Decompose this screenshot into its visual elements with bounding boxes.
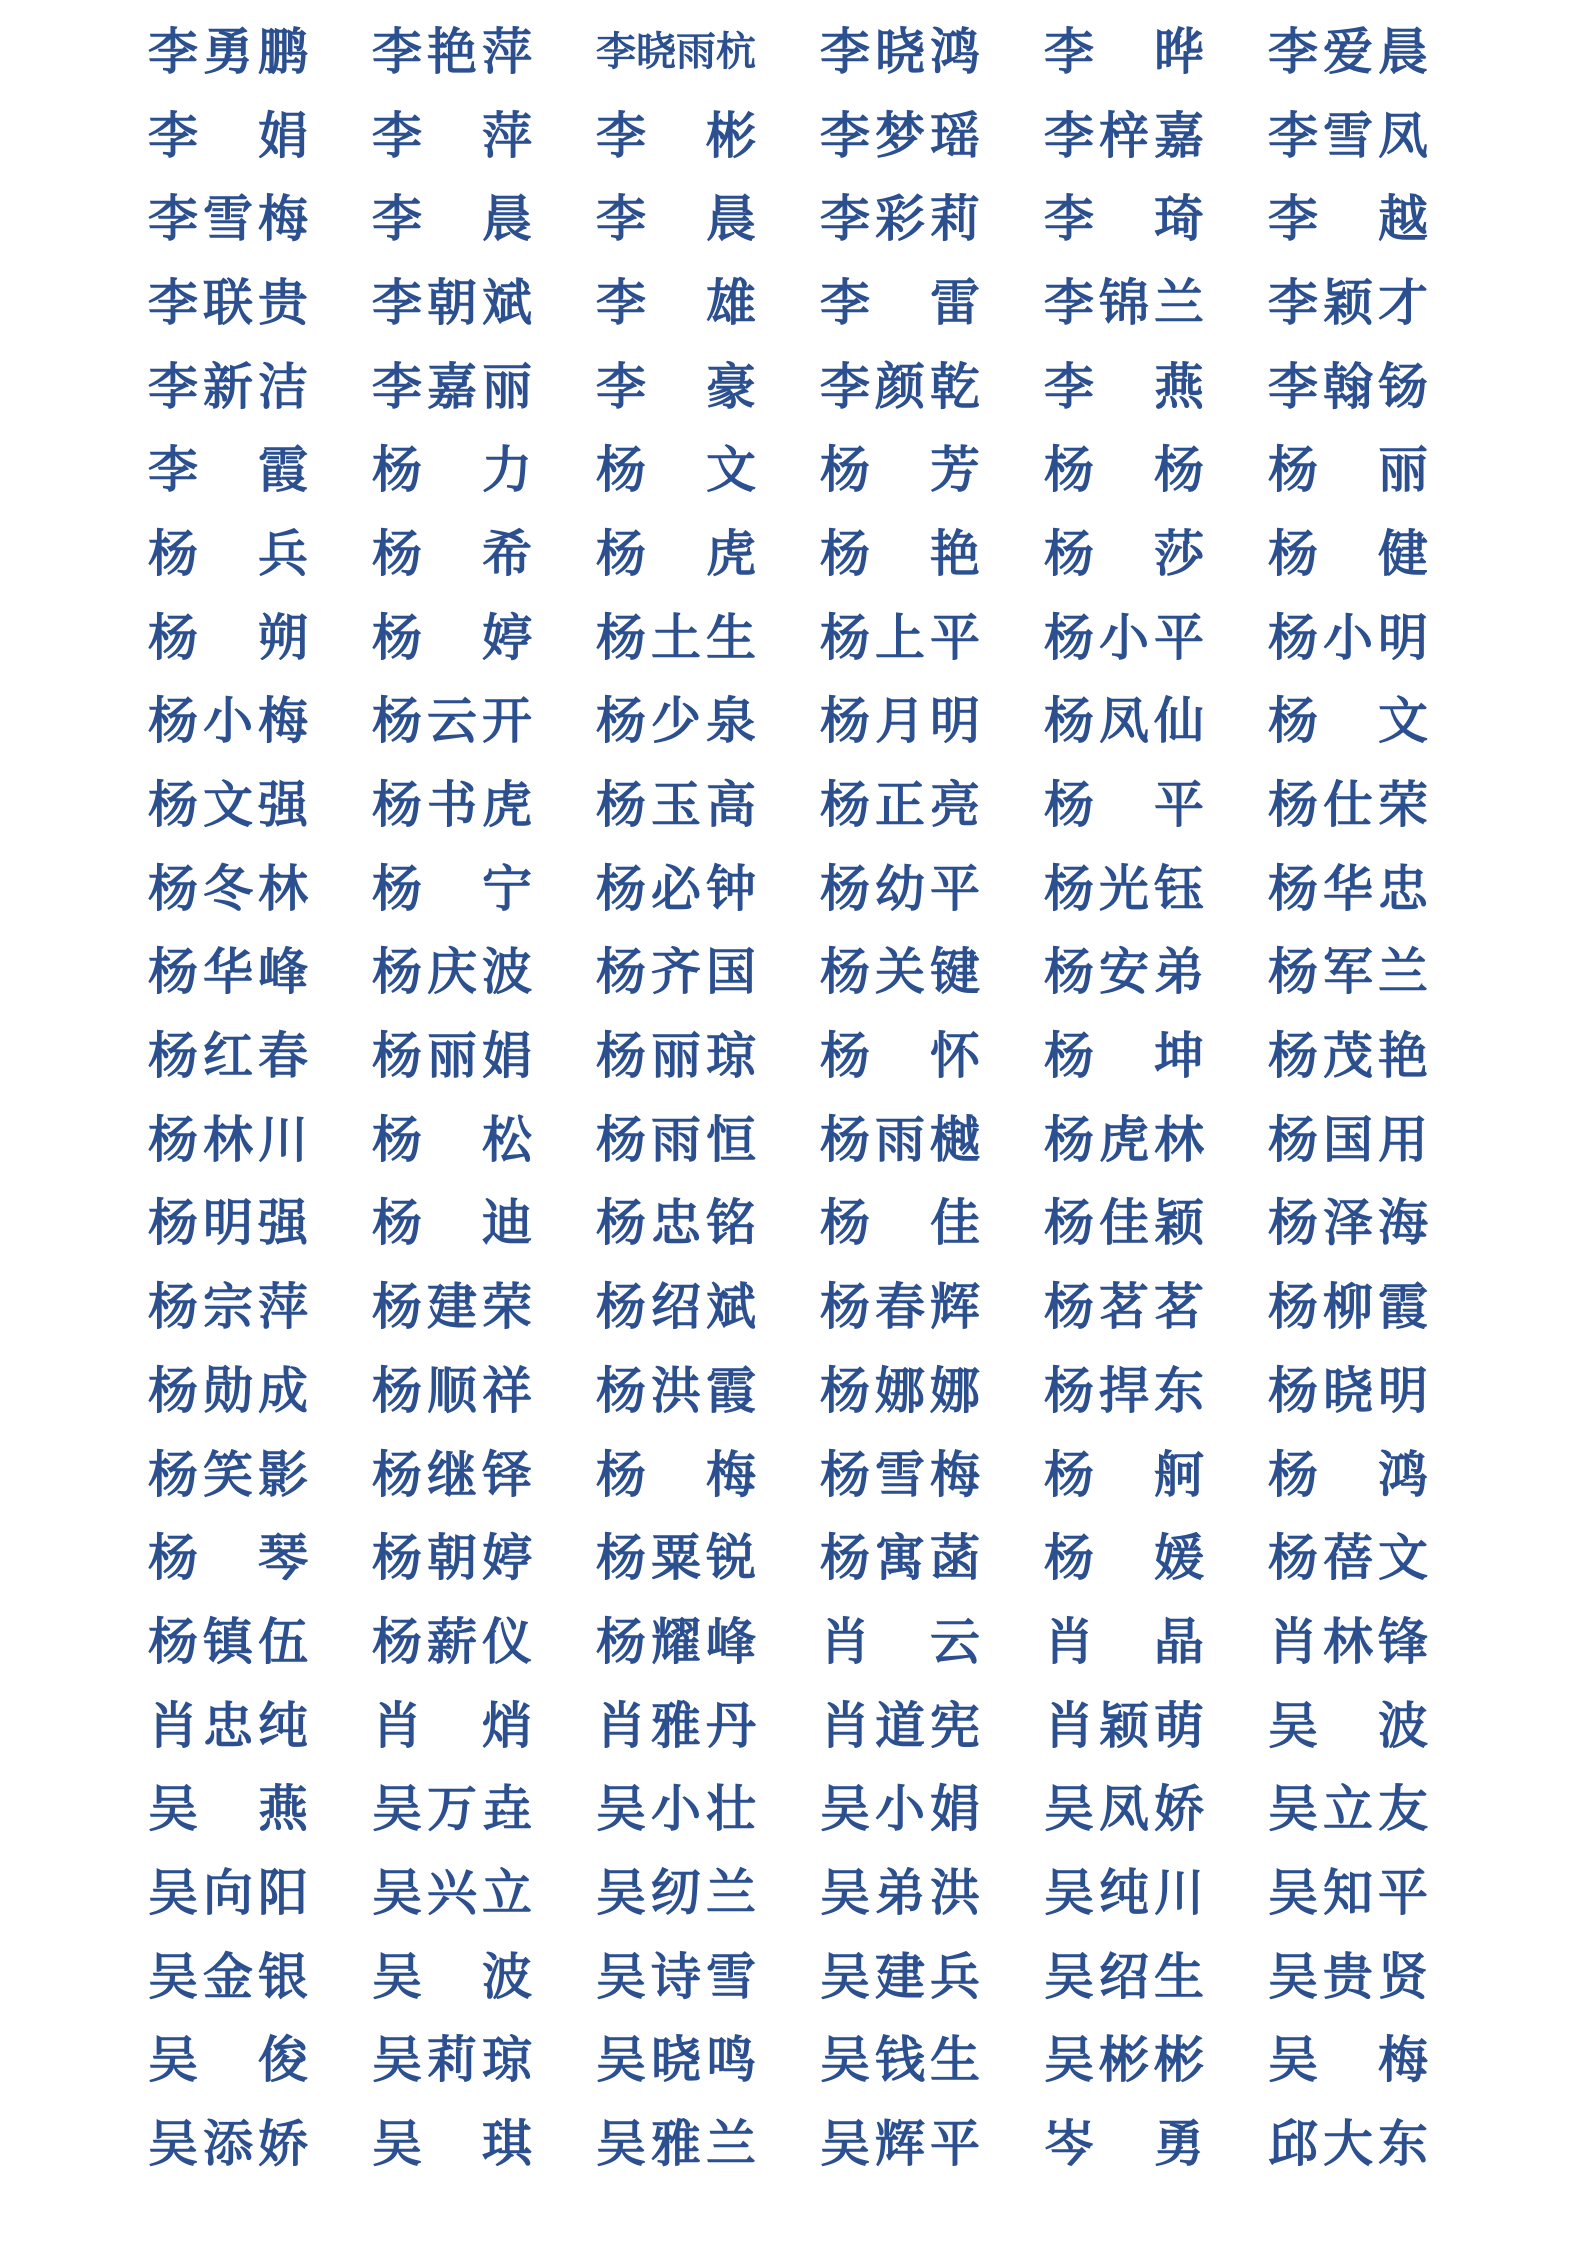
name-cell: 邱 大 东: [1268, 2114, 1428, 2174]
name-cell: 吴 绍 生: [1044, 1946, 1204, 2006]
name-cell: 杨 蓓 文: [1268, 1528, 1428, 1588]
name-cell: 肖 林 锋: [1268, 1611, 1428, 1671]
name-cell: 杨 宁: [372, 858, 532, 918]
name-cell: 杨 关 键: [820, 942, 980, 1002]
name-cell: 杨 怀: [820, 1026, 980, 1086]
name-cell: 吴 波: [372, 1946, 532, 2006]
name-list-grid: [148, 10, 1428, 2186]
name-cell: 杨 安 弟: [1044, 942, 1204, 1002]
name-cell: 杨 杨: [1044, 440, 1204, 500]
name-cell: 杨 文 强: [148, 775, 308, 835]
name-cell: 吴 彬 彬: [1044, 2030, 1204, 2090]
name-cell: 杨 雪 梅: [820, 1444, 980, 1504]
name-cell: 杨 顺 祥: [372, 1360, 532, 1420]
name-cell: 杨 庆 波: [372, 942, 532, 1002]
name-cell: 吴 晓 鸣: [596, 2030, 756, 2090]
name-cell: 李 雷: [820, 272, 980, 332]
name-cell: 杨 军 兰: [1268, 942, 1428, 1002]
name-cell: 杨 齐 国: [596, 942, 756, 1002]
name-cell: 李 颖 才: [1268, 272, 1428, 332]
name-cell: 李 琦: [1044, 189, 1204, 249]
name-cell: 李 朝 斌: [372, 272, 532, 332]
name-cell: 杨 佳: [820, 1193, 980, 1253]
name-cell: 杨 迪: [372, 1193, 532, 1253]
name-cell: 李 雪 凤: [1268, 105, 1428, 165]
name-cell: 杨 粟 锐: [596, 1528, 756, 1588]
name-cell: 吴 添 娇: [148, 2114, 308, 2174]
name-cell: 杨 华 峰: [148, 942, 308, 1002]
name-cell: 李 艳 萍: [372, 21, 532, 81]
name-cell: 杨 薪 仪: [372, 1611, 532, 1671]
name-cell: 吴 向 阳: [148, 1862, 308, 1922]
name-cell: 吴 辉 平: [820, 2114, 980, 2174]
name-cell: 杨 明 强: [148, 1193, 308, 1253]
name-cell: 杨 建 荣: [372, 1277, 532, 1337]
name-cell: 吴 建 兵: [820, 1946, 980, 2006]
name-cell: 李 越: [1268, 189, 1428, 249]
name-cell: 杨 雨 恒: [596, 1109, 756, 1169]
name-cell: 吴 立 友: [1268, 1779, 1428, 1839]
name-cell: 吴 钱 生: [820, 2030, 980, 2090]
name-cell: 杨 镇 伍: [148, 1611, 308, 1671]
name-cell: 李 梦 瑶: [820, 105, 980, 165]
name-cell: 杨 虎: [596, 523, 756, 583]
name-cell: 李 娟: [148, 105, 308, 165]
name-cell: 李 联 贵: [148, 272, 308, 332]
name-cell: 杨 小 梅: [148, 691, 308, 751]
name-cell: 吴 纫 兰: [596, 1862, 756, 1922]
name-cell: 杨 少 泉: [596, 691, 756, 751]
name-cell: 杨 土 生: [596, 607, 756, 667]
name-cell: 杨 凤 仙: [1044, 691, 1204, 751]
name-cell: 杨 兵: [148, 523, 308, 583]
name-cell: 杨 仕 荣: [1268, 775, 1428, 835]
name-cell: 杨 勋 成: [148, 1360, 308, 1420]
name-cell: 吴 雅 兰: [596, 2114, 756, 2174]
name-cell: 杨 文: [1268, 691, 1428, 751]
name-cell: 杨 佳 颖: [1044, 1193, 1204, 1253]
name-cell: 杨 丽 琼: [596, 1026, 756, 1086]
name-cell: 李 爱 晨: [1268, 21, 1428, 81]
name-cell: 杨 梅: [596, 1444, 756, 1504]
name-cell: 杨 春 辉: [820, 1277, 980, 1337]
name-cell: 杨 书 虎: [372, 775, 532, 835]
name-cell: 李 梓 嘉: [1044, 105, 1204, 165]
name-cell: 杨 文: [596, 440, 756, 500]
name-cell: 吴 波: [1268, 1695, 1428, 1755]
name-cell: 杨 柳 霞: [1268, 1277, 1428, 1337]
name-cell: 李 勇 鹏: [148, 21, 308, 81]
name-cell: 李 翰 钖: [1268, 356, 1428, 416]
name-cell: 肖 忠 纯: [148, 1695, 308, 1755]
name-cell: 杨 平: [1044, 775, 1204, 835]
name-cell: 李 晔: [1044, 21, 1204, 81]
name-cell: 杨 冬 林: [148, 858, 308, 918]
name-cell: 杨 继 铎: [372, 1444, 532, 1504]
name-cell: 杨 希: [372, 523, 532, 583]
name-cell: 杨 舸: [1044, 1444, 1204, 1504]
name-cell: 杨 茂 艳: [1268, 1026, 1428, 1086]
name-cell: 杨 莎: [1044, 523, 1204, 583]
name-cell: 杨 云 开: [372, 691, 532, 751]
name-cell: 杨 红 春: [148, 1026, 308, 1086]
name-cell: 吴 兴 立: [372, 1862, 532, 1922]
name-cell: 杨 晓 明: [1268, 1360, 1428, 1420]
name-cell: 李 雪 梅: [148, 189, 308, 249]
name-cell: 吴 知 平: [1268, 1862, 1428, 1922]
name-cell: 杨 茗 茗: [1044, 1277, 1204, 1337]
name-cell: 肖 焇: [372, 1695, 532, 1755]
name-cell: 李 晨: [372, 189, 532, 249]
name-cell: 杨 耀 峰: [596, 1611, 756, 1671]
name-cell: 李 嘉 丽: [372, 356, 532, 416]
name-cell: 肖 雅 丹: [596, 1695, 756, 1755]
name-cell: 吴 小 壮: [596, 1779, 756, 1839]
name-cell: 杨 艳: [820, 523, 980, 583]
name-cell: 肖 云: [820, 1611, 980, 1671]
name-cell: 杨 幼 平: [820, 858, 980, 918]
name-cell: 杨 国 用: [1268, 1109, 1428, 1169]
name-cell: 杨 琴: [148, 1528, 308, 1588]
name-cell: 杨 正 亮: [820, 775, 980, 835]
name-cell: 吴 梅: [1268, 2030, 1428, 2090]
name-cell: 吴 金 银: [148, 1946, 308, 2006]
name-cell: 杨 必 钟: [596, 858, 756, 918]
name-cell: 杨 朝 婷: [372, 1528, 532, 1588]
name-cell: 李 晓 鸿: [820, 21, 980, 81]
name-cell: 岑 勇: [1044, 2114, 1204, 2174]
name-cell: 李 晨: [596, 189, 756, 249]
name-cell: 吴 燕: [148, 1779, 308, 1839]
name-cell: 杨 力: [372, 440, 532, 500]
name-cell: 杨 小 平: [1044, 607, 1204, 667]
name-cell: 杨 绍 斌: [596, 1277, 756, 1337]
name-cell: 李 颜 乾: [820, 356, 980, 416]
name-cell: 杨 玉 高: [596, 775, 756, 835]
name-cell: 杨 娜 娜: [820, 1360, 980, 1420]
name-cell: 杨 月 明: [820, 691, 980, 751]
name-cell: 杨 林 川: [148, 1109, 308, 1169]
name-cell: 李 锦 兰: [1044, 272, 1204, 332]
name-cell: 吴 莉 琼: [372, 2030, 532, 2090]
name-cell: 杨 捍 东: [1044, 1360, 1204, 1420]
name-cell: 李 晓 雨 杭: [596, 27, 756, 75]
name-cell: 杨 泽 海: [1268, 1193, 1428, 1253]
name-cell: 杨 松: [372, 1109, 532, 1169]
name-cell: 杨 丽 娟: [372, 1026, 532, 1086]
name-cell: 肖 道 宪: [820, 1695, 980, 1755]
name-cell: 杨 健: [1268, 523, 1428, 583]
name-cell: 吴 诗 雪: [596, 1946, 756, 2006]
name-cell: 肖 颖 萌: [1044, 1695, 1204, 1755]
name-cell: 杨 洪 霞: [596, 1360, 756, 1420]
name-cell: 李 霞: [148, 440, 308, 500]
name-cell: 吴 纯 川: [1044, 1862, 1204, 1922]
name-cell: 吴 琪: [372, 2114, 532, 2174]
name-cell: 李 彬: [596, 105, 756, 165]
name-cell: 杨 丽: [1268, 440, 1428, 500]
name-cell: 杨 寓 菡: [820, 1528, 980, 1588]
name-cell: 吴 凤 娇: [1044, 1779, 1204, 1839]
name-cell: 杨 婷: [372, 607, 532, 667]
name-cell: 杨 笑 影: [148, 1444, 308, 1504]
name-cell: 吴 贵 贤: [1268, 1946, 1428, 2006]
name-cell: 吴 万 垚: [372, 1779, 532, 1839]
name-cell: 李 燕: [1044, 356, 1204, 416]
name-cell: 李 新 洁: [148, 356, 308, 416]
name-cell: 李 豪: [596, 356, 756, 416]
name-cell: 李 彩 莉: [820, 189, 980, 249]
name-cell: 吴 俊: [148, 2030, 308, 2090]
name-cell: 杨 小 明: [1268, 607, 1428, 667]
name-cell: 李 雄: [596, 272, 756, 332]
name-cell: 杨 忠 铭: [596, 1193, 756, 1253]
name-cell: 杨 华 忠: [1268, 858, 1428, 918]
name-cell: 肖 晶: [1044, 1611, 1204, 1671]
name-cell: 杨 光 钰: [1044, 858, 1204, 918]
name-cell: 李 萍: [372, 105, 532, 165]
name-cell: 杨 鸿: [1268, 1444, 1428, 1504]
name-cell: 杨 虎 林: [1044, 1109, 1204, 1169]
name-cell: 杨 芳: [820, 440, 980, 500]
name-cell: 杨 宗 萍: [148, 1277, 308, 1337]
name-cell: 吴 小 娟: [820, 1779, 980, 1839]
name-cell: 杨 上 平: [820, 607, 980, 667]
name-cell: 杨 坤: [1044, 1026, 1204, 1086]
name-cell: 杨 媛: [1044, 1528, 1204, 1588]
name-cell: 杨 雨 樾: [820, 1109, 980, 1169]
name-cell: 吴 弟 洪: [820, 1862, 980, 1922]
name-cell: 杨 朔: [148, 607, 308, 667]
